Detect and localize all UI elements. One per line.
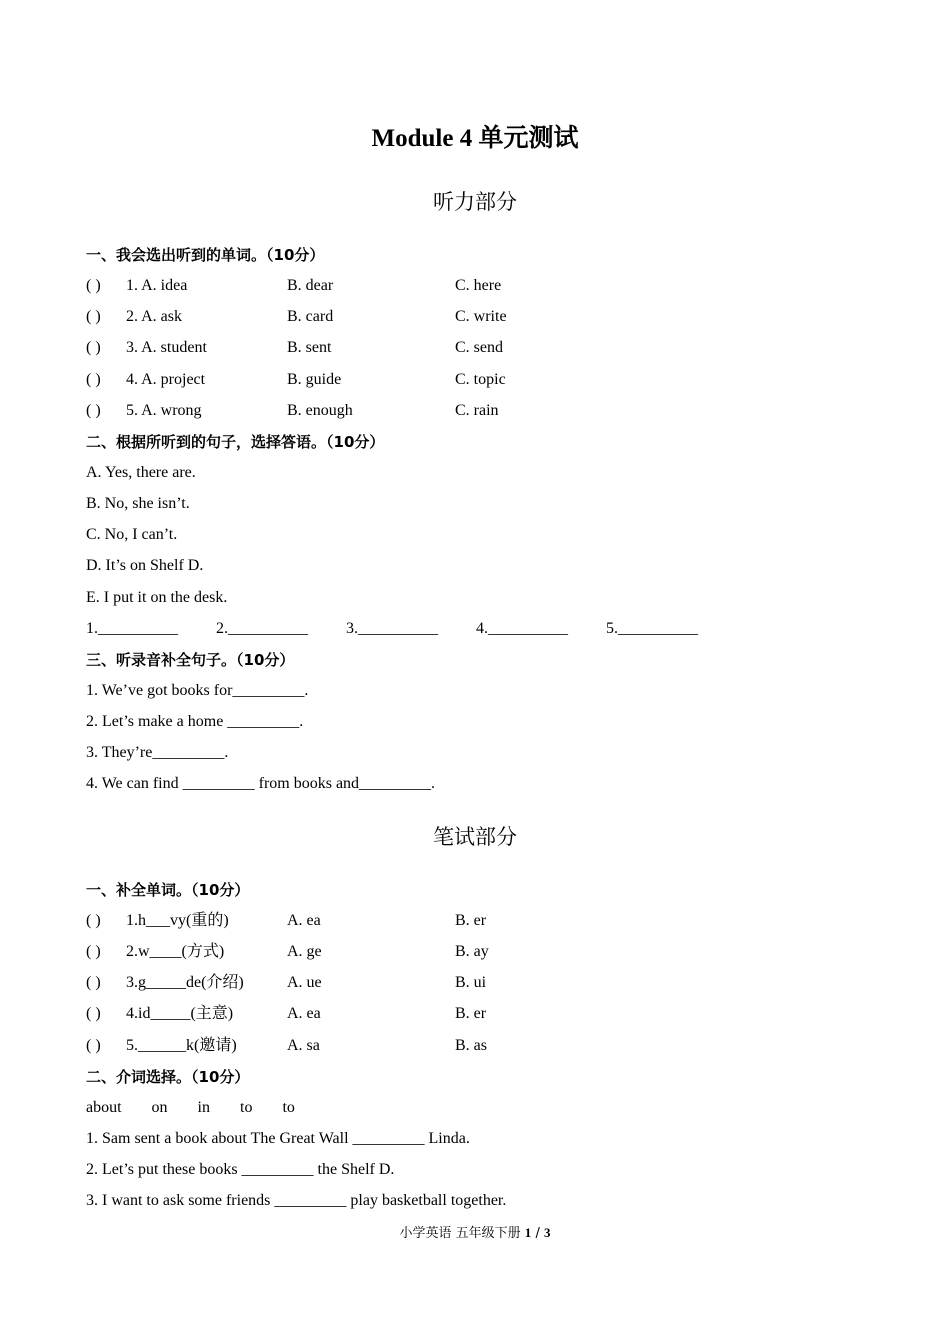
fill-sentence: 4. We can find _________ from books and_________. <box>86 775 436 792</box>
option-b: B. sent <box>287 339 332 356</box>
listening-section-3-heading: 三、听录音补全句子。（10分） <box>86 651 295 669</box>
answer-paren: ( ) <box>86 371 101 388</box>
option-a: 1. A. idea <box>126 277 188 294</box>
footer-page-total: 3 <box>543 1225 551 1240</box>
answer-option: B. No, she isn’t. <box>86 495 190 512</box>
option-b: B. er <box>455 1005 487 1022</box>
option-b: B. enough <box>287 402 353 419</box>
word-bank-item: about <box>86 1099 122 1116</box>
fill-sentence: 1. Sam sent a book about The Great Wall _________ Linda. <box>86 1130 470 1147</box>
option-a: 5. A. wrong <box>126 402 202 419</box>
answer-option: A. Yes, there are. <box>86 464 196 481</box>
answer-paren: ( ) <box>86 1037 101 1054</box>
option-c: C. topic <box>455 371 506 388</box>
choice-row <box>86 274 786 298</box>
fill-sentence: 2. Let’s make a home _________. <box>86 713 304 730</box>
option-a: 2. A. ask <box>126 308 182 325</box>
spelling-row <box>86 909 786 933</box>
incomplete-word: 4.id_____(主意) <box>126 1005 234 1022</box>
answer-paren: ( ) <box>86 1005 101 1022</box>
option-b: B. dear <box>287 277 334 294</box>
answer-option: C. No, I can’t. <box>86 526 178 543</box>
spelling-row <box>86 940 786 964</box>
spelling-row <box>86 1034 786 1058</box>
answer-paren: ( ) <box>86 912 101 929</box>
listening-section-1-heading: 一、我会选出听到的单词。（10分） <box>86 246 325 264</box>
word-bank-item: on <box>151 1099 168 1116</box>
incomplete-word: 3.g_____de(介绍) <box>126 974 244 991</box>
answer-paren: ( ) <box>86 402 101 419</box>
option-a: A. ue <box>287 974 322 991</box>
spelling-row <box>86 1002 786 1026</box>
incomplete-word: 1.h___vy(重的) <box>126 912 229 929</box>
word-bank <box>86 1096 325 1120</box>
option-b: B. ay <box>455 943 489 960</box>
answer-blank[interactable]: 5.__________ <box>606 620 698 637</box>
option-a: 3. A. student <box>126 339 207 356</box>
option-a: A. ea <box>287 1005 321 1022</box>
fill-sentence: 3. I want to ask some friends _________ play basketball together. <box>86 1192 507 1209</box>
option-a: A. ge <box>287 943 322 960</box>
spelling-row <box>86 971 786 995</box>
option-b: B. guide <box>287 371 342 388</box>
answer-paren: ( ) <box>86 974 101 991</box>
answer-option: E. I put it on the desk. <box>86 589 228 606</box>
option-c: C. here <box>455 277 502 294</box>
choice-row <box>86 399 786 423</box>
fill-sentence: 3. They’re_________. <box>86 744 229 761</box>
option-c: C. send <box>455 339 503 356</box>
option-a: A. sa <box>287 1037 320 1054</box>
writing-section-1-heading: 一、补全单词。（10分） <box>86 881 250 899</box>
answer-blank[interactable]: 3.__________ <box>346 620 438 637</box>
choice-row <box>86 336 786 360</box>
answer-blank[interactable]: 2.__________ <box>216 620 308 637</box>
answer-paren: ( ) <box>86 277 101 294</box>
listening-part-title: 听力部分 <box>433 190 517 214</box>
writing-part-title: 笔试部分 <box>433 825 517 849</box>
footer-separator: / <box>535 1226 540 1241</box>
option-c: C. write <box>455 308 507 325</box>
answer-paren: ( ) <box>86 339 101 356</box>
fill-sentence: 1. We’ve got books for_________. <box>86 682 309 699</box>
answer-blank[interactable]: 1.__________ <box>86 620 178 637</box>
answer-blank[interactable]: 4.__________ <box>476 620 568 637</box>
page-title: Module 4 单元测试 <box>371 125 579 152</box>
fill-sentence: 2. Let’s put these books _________ the Shelf D. <box>86 1161 395 1178</box>
word-bank-item: to <box>240 1099 253 1116</box>
word-bank-item: in <box>197 1099 210 1116</box>
choice-row <box>86 305 786 329</box>
answer-option: D. It’s on Shelf D. <box>86 557 204 574</box>
word-bank-item: to <box>282 1099 295 1116</box>
footer-subject: 小学英语 五年级下册 <box>399 1226 521 1241</box>
choice-row <box>86 368 786 392</box>
option-b: B. card <box>287 308 334 325</box>
answer-paren: ( ) <box>86 943 101 960</box>
writing-section-2-heading: 二、介词选择。（10分） <box>86 1068 250 1086</box>
option-b: B. as <box>455 1037 487 1054</box>
footer-page-number: 1 <box>524 1225 532 1240</box>
answer-paren: ( ) <box>86 308 101 325</box>
option-c: C. rain <box>455 402 499 419</box>
option-a: A. ea <box>287 912 321 929</box>
listening-section-2-heading: 二、根据所听到的句子，选择答语。（10分） <box>86 433 385 451</box>
page-footer <box>0 1223 950 1244</box>
incomplete-word: 5.______k(邀请) <box>126 1037 237 1054</box>
option-b: B. ui <box>455 974 487 991</box>
option-a: 4. A. project <box>126 371 206 388</box>
answer-blanks-row <box>86 617 786 641</box>
option-b: B. er <box>455 912 487 929</box>
incomplete-word: 2.w____(方式) <box>126 943 225 960</box>
